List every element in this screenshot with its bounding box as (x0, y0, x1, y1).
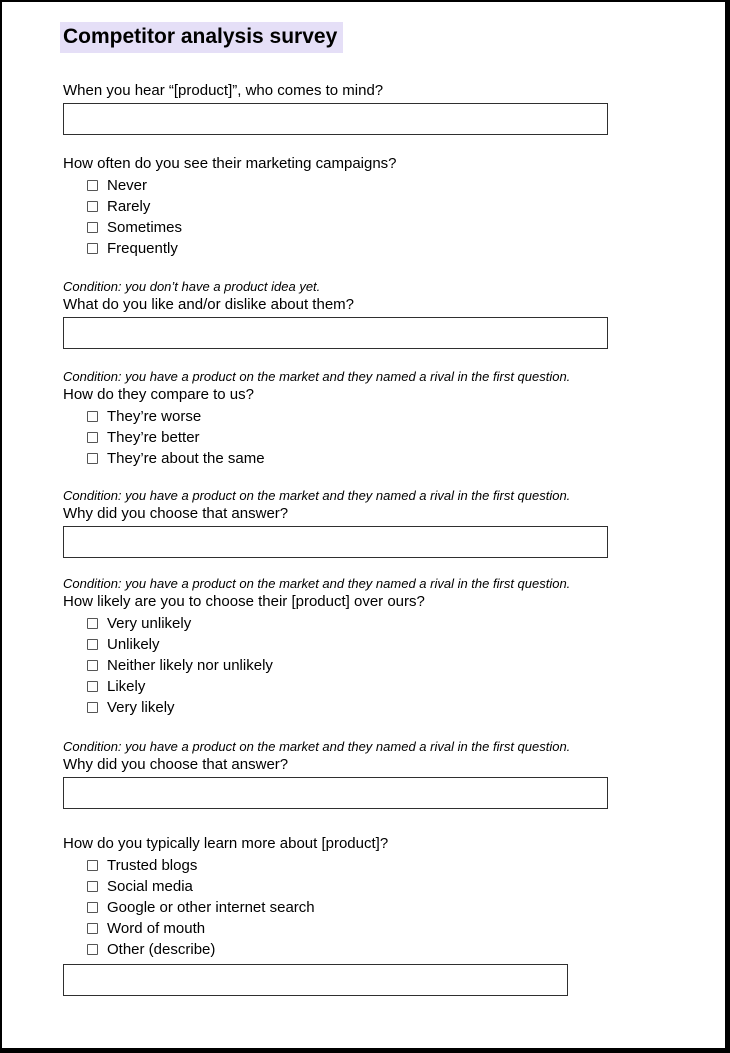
checkbox-icon[interactable] (87, 902, 98, 913)
answer-textbox[interactable] (63, 317, 608, 349)
question-condition: Condition: you have a product on the market and they named a rival in the first question. (63, 576, 571, 591)
question-block-1 (63, 82, 725, 135)
checkbox-icon[interactable] (87, 222, 98, 233)
answer-textbox[interactable] (63, 103, 608, 135)
checkbox-option[interactable] (87, 613, 725, 634)
question-label: Why did you choose that answer? (63, 505, 289, 522)
checkbox-icon[interactable] (87, 639, 98, 650)
checkbox-option-label: Word of mouth (107, 920, 206, 937)
checkbox-option-label: Google or other internet search (107, 899, 315, 916)
question-label: How do you typically learn more about [product]? (63, 835, 389, 852)
question-label: How often do you see their marketing campaigns? (63, 155, 397, 172)
question-block-4 (63, 369, 725, 469)
options-list (63, 175, 725, 259)
checkbox-option[interactable] (87, 855, 725, 876)
checkbox-option[interactable] (87, 406, 725, 427)
options-list (63, 613, 725, 718)
checkbox-option[interactable] (87, 939, 725, 960)
checkbox-option-label: Never (107, 177, 148, 194)
checkbox-option[interactable] (87, 238, 725, 259)
checkbox-option-label: Trusted blogs (107, 857, 198, 874)
checkbox-option-label: Very likely (107, 699, 175, 716)
checkbox-option-label: Other (describe) (107, 941, 216, 958)
checkbox-icon[interactable] (87, 201, 98, 212)
checkbox-icon[interactable] (87, 180, 98, 191)
checkbox-option[interactable] (87, 655, 725, 676)
checkbox-option-label: Neither likely nor unlikely (107, 657, 273, 674)
question-label: How likely are you to choose their [product] over ours? (63, 593, 425, 610)
question-block-8 (63, 835, 725, 996)
question-block-6 (63, 576, 725, 718)
checkbox-option[interactable] (87, 918, 725, 939)
checkbox-option-label: Very unlikely (107, 615, 192, 632)
checkbox-option[interactable] (87, 427, 725, 448)
question-block-2 (63, 155, 725, 259)
page-title: Competitor analysis survey (60, 22, 343, 53)
answer-textbox[interactable] (63, 777, 608, 809)
checkbox-option[interactable] (87, 175, 725, 196)
checkbox-icon[interactable] (87, 860, 98, 871)
checkbox-icon[interactable] (87, 881, 98, 892)
question-condition: Condition: you have a product on the market and they named a rival in the first question. (63, 369, 571, 384)
checkbox-icon[interactable] (87, 660, 98, 671)
document-content (2, 2, 725, 996)
question-label: What do you like and/or dislike about them? (63, 296, 354, 313)
checkbox-option-label: Likely (107, 678, 146, 695)
question-label: Why did you choose that answer? (63, 756, 289, 773)
checkbox-option[interactable] (87, 897, 725, 918)
question-block-7 (63, 739, 725, 809)
options-list (63, 855, 725, 960)
checkbox-icon[interactable] (87, 944, 98, 955)
checkbox-icon[interactable] (87, 411, 98, 422)
checkbox-option[interactable] (87, 876, 725, 897)
checkbox-icon[interactable] (87, 618, 98, 629)
question-condition: Condition: you have a product on the market and they named a rival in the first question. (63, 488, 571, 503)
checkbox-option[interactable] (87, 448, 725, 469)
question-label: How do they compare to us? (63, 386, 254, 403)
checkbox-option-label: Unlikely (107, 636, 160, 653)
checkbox-icon[interactable] (87, 432, 98, 443)
checkbox-option[interactable] (87, 217, 725, 238)
answer-textbox[interactable] (63, 526, 608, 558)
checkbox-option[interactable] (87, 697, 725, 718)
checkbox-icon[interactable] (87, 923, 98, 934)
question-condition: Condition: you don’t have a product idea yet. (63, 279, 321, 294)
question-condition: Condition: you have a product on the market and they named a rival in the first question. (63, 739, 571, 754)
checkbox-option-label: They’re better (107, 429, 200, 446)
checkbox-option-label: They’re worse (107, 408, 202, 425)
checkbox-icon[interactable] (87, 453, 98, 464)
question-block-5 (63, 488, 725, 558)
checkbox-option-label: Frequently (107, 240, 178, 257)
checkbox-option[interactable] (87, 676, 725, 697)
checkbox-option-label: Sometimes (107, 219, 183, 236)
checkbox-icon[interactable] (87, 243, 98, 254)
checkbox-option-label: They’re about the same (107, 450, 265, 467)
checkbox-option-label: Social media (107, 878, 193, 895)
question-block-3 (63, 279, 725, 349)
checkbox-option[interactable] (87, 196, 725, 217)
checkbox-option[interactable] (87, 634, 725, 655)
checkbox-icon[interactable] (87, 702, 98, 713)
options-list (63, 406, 725, 469)
checkbox-icon[interactable] (87, 681, 98, 692)
question-label: When you hear “[product]”, who comes to mind? (63, 82, 384, 99)
checkbox-option-label: Rarely (107, 198, 151, 215)
other-describe-textbox[interactable] (63, 964, 568, 996)
